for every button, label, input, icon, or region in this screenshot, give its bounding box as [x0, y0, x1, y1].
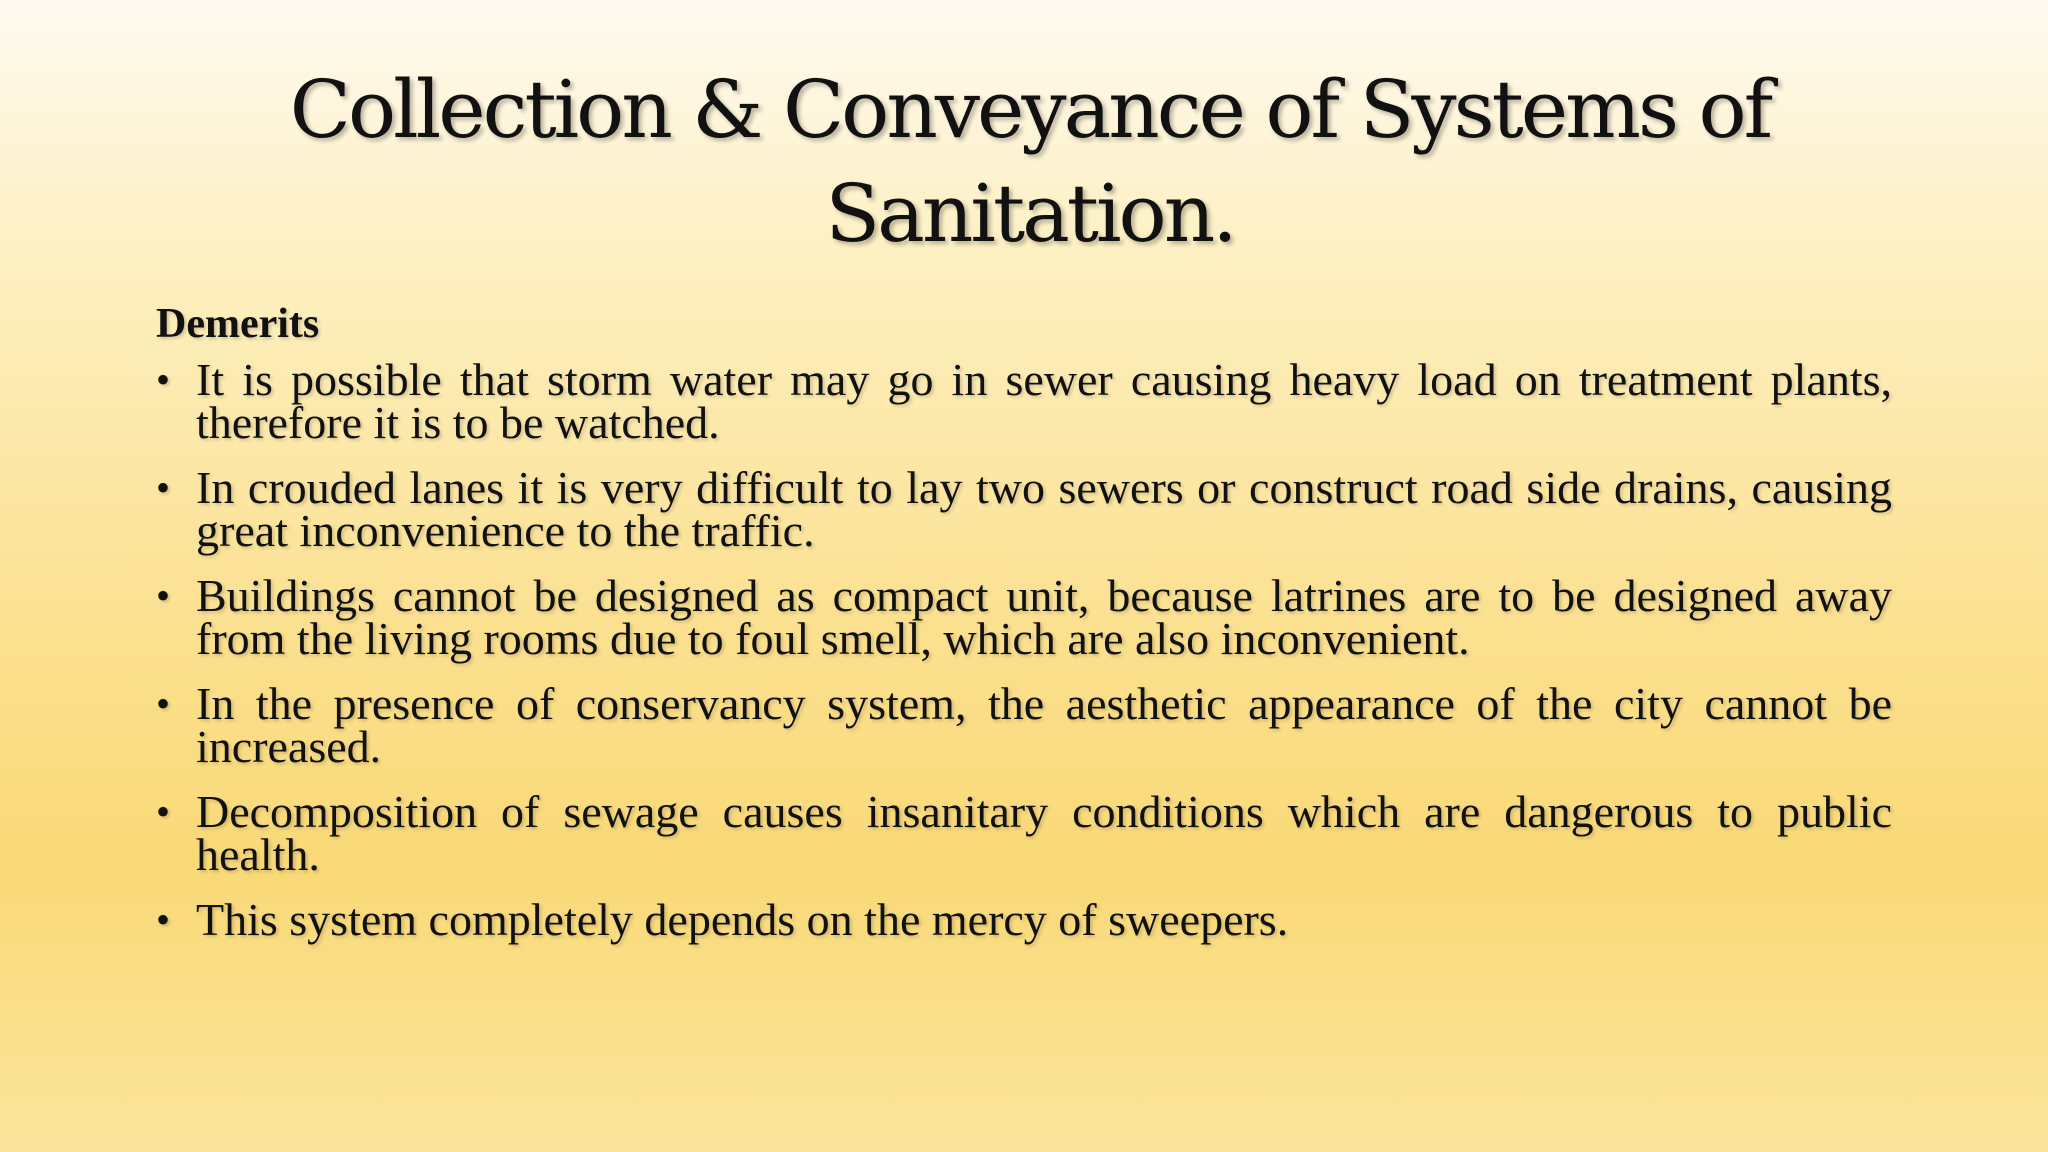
bullet-item — [156, 462, 1892, 556]
bullet-icon: • — [156, 897, 171, 942]
bullet-item — [156, 354, 1892, 448]
bullet-text: In the presence of conservancy system, the aesthetic appearance of the city cannot be increased. — [196, 678, 1892, 772]
bullet-icon: • — [156, 681, 171, 726]
bullet-text: In crouded lanes it is very difficult to lay two sewers or construct road side drains, causing great inconvenience to the traffic. — [196, 462, 1892, 556]
bullet-text: Decomposition of sewage causes insanitary conditions which are dangerous to public health. — [196, 786, 1892, 880]
slide-title: Collection & Conveyance of Systems of Sanitation. — [289, 63, 1771, 260]
bullet-icon: • — [156, 573, 171, 618]
bullet-text: Buildings cannot be designed as compact unit, because latrines are to be designed away from the living rooms due to foul smell, which are also inconvenient. — [196, 570, 1892, 664]
bullet-item — [156, 786, 1892, 880]
bullet-item — [156, 678, 1892, 772]
bullet-text: It is possible that storm water may go in sewer causing heavy load on treatment plants, therefore it is to be watched. — [196, 354, 1892, 448]
bullet-item — [156, 894, 1892, 945]
bullet-icon: • — [156, 465, 171, 510]
bullet-list — [156, 354, 1892, 963]
bullet-item — [156, 570, 1892, 664]
section-heading: Demerits — [156, 301, 320, 347]
bullet-text: This system completely depends on the mercy of sweepers. — [196, 894, 1289, 945]
bullet-icon: • — [156, 789, 171, 834]
bullet-icon: • — [156, 357, 171, 402]
